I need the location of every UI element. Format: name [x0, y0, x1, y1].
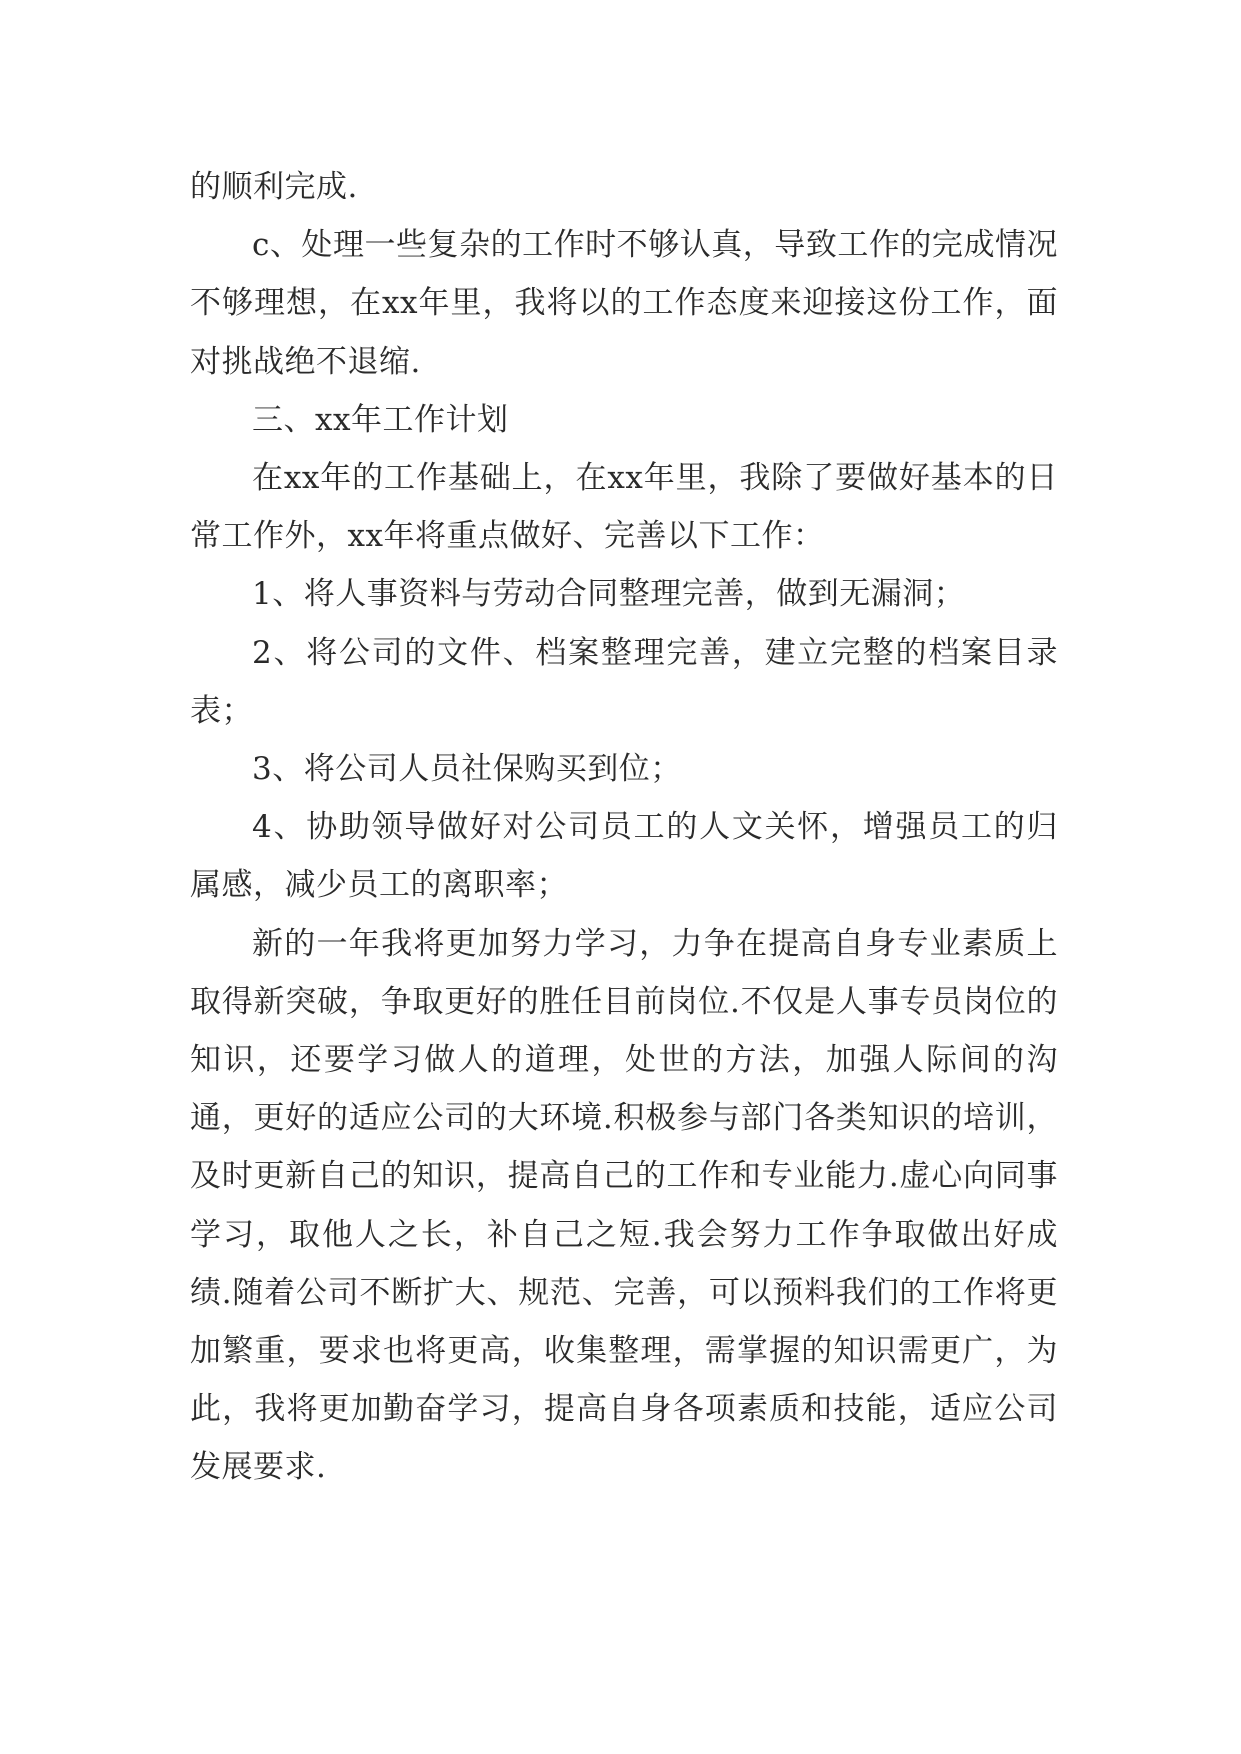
- list-item-3: 3、将公司人员社保购买到位；: [252, 751, 682, 788]
- list-item-2: 2、将公司的文件、档案整理完善，建立完整的档案目录表；: [190, 634, 1058, 729]
- paragraph-item-c: c、处理一些复杂的工作时不够认真，导致工作的完成情况不够理想，在xx年里，我将以的工作态度来迎接这份工作，面对挑战绝不退缩.: [190, 227, 1058, 380]
- section-heading-work-plan: 三、xx年工作计划: [252, 401, 509, 438]
- paragraph-plan-intro: 在xx年的工作基础上，在xx年里，我除了要做好基本的日常工作外，xx年将重点做好、完善以下工作：: [190, 460, 1058, 555]
- list-item-4: 4、协助领导做好对公司员工的人文关怀，增强员工的归属感，减少员工的离职率；: [190, 809, 1058, 904]
- paragraph-conclusion: 新的一年我将更加努力学习，力争在提高自身专业素质上取得新突破，争取更好的胜任目前岗位.不仅是人事专员岗位的知识，还要学习做人的道理，处世的方法，加强人际间的沟通，更好的适应公司的大环境.积极参与部门各类知识的培训，及时更新自己的知识，提高自己的工作和专业能力.虚心向同事学习，取他人之长，补自己之短.我会努力工作争取做出好成绩.随着公司不断扩大、规范、完善，可以预料我们的工作将更加繁重，要求也将更高，收集整理，需掌握的知识需更广，为此，我将更加勤奋学习，提高自身各项素质和技能，适应公司发展要求.: [190, 925, 1058, 1486]
- document-body: [190, 158, 1058, 1497]
- paragraph-continuation: 的顺利完成.: [190, 169, 358, 205]
- list-item-1: 1、将人事资料与劳动合同整理完善，做到无漏洞；: [252, 576, 966, 613]
